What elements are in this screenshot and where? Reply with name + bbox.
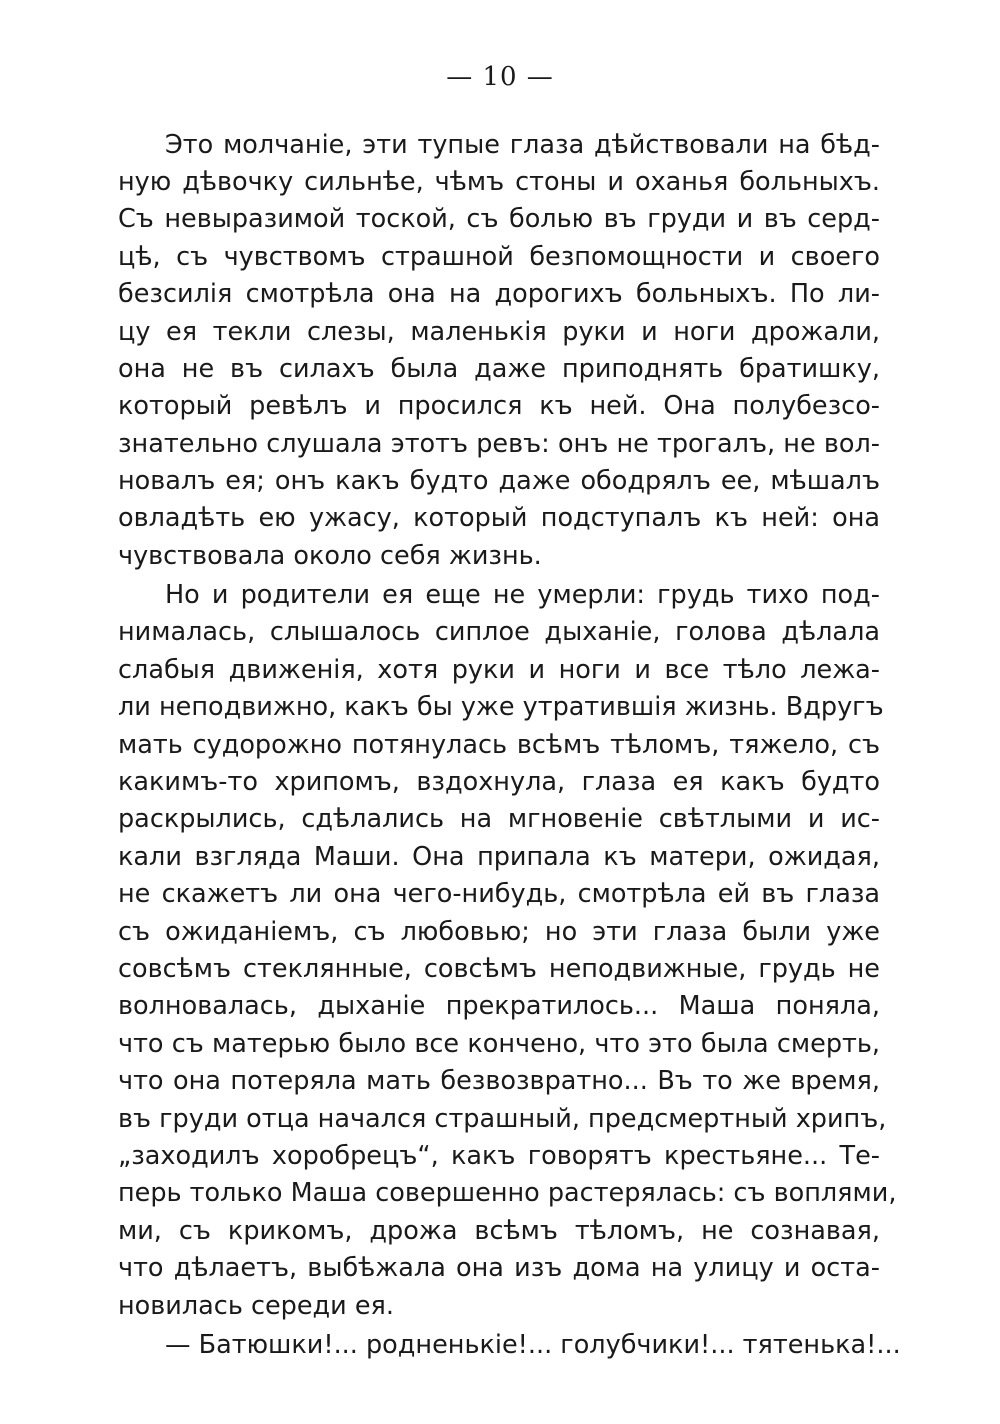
text-line: Съ невыразимой тоской, съ болью въ груди и въ серд- [118,204,880,234]
text-line: не скажетъ ли она чего-нибудь, смотрѣла ей въ глаза [118,879,880,909]
text-line: чувствовала около себя жизнь. [118,541,542,571]
text-line: нималась, слышалось сиплое дыханіе, голова дѣлала [118,617,880,647]
text-line: овладѣть ею ужасу, который подступалъ къ ней: она [118,503,880,533]
text-line: Это молчаніе, эти тупые глаза дѣйствовали на бѣд- [165,130,880,160]
text-line: ную дѣвочку сильнѣе, чѣмъ стоны и оханья больныхъ. [118,167,880,197]
text-line: кали взгляда Маши. Она припала къ матери, ожидая, [118,842,880,872]
text-line: она не въ силахъ была даже приподнять братишку, [118,354,880,384]
text-line: совсѣмъ стеклянные, совсѣмъ неподвижные, грудь не [118,954,880,984]
text-line: новилась середи ея. [118,1291,394,1321]
text-line: ми, съ крикомъ, дрожа всѣмъ тѣломъ, не сознавая, [118,1216,880,1246]
text-line: что съ матерью было все кончено, что это была смерть, [118,1029,880,1059]
text-line: цѣ, съ чувствомъ страшной безпомощности и своего [118,242,880,272]
text-line: слабыя движенія, хотя руки и ноги и все тѣло лежа- [118,655,880,685]
text-line: цу ея текли слезы, маленькія руки и ноги дрожали, [118,317,880,347]
text-line: новалъ ея; онъ какъ будто даже ободрялъ ее, мѣшалъ [118,466,880,496]
text-line: мать судорожно потянулась всѣмъ тѣломъ, тяжело, съ [118,730,880,760]
text-line: „заходилъ хоробрецъ“, какъ говорятъ крестьяне... Те- [118,1141,880,1171]
text-line: какимъ-то хрипомъ, вздохнула, глаза ея какъ будто [118,767,880,797]
text-line: безсилія смотрѣла она на дорогихъ больныхъ. По ли- [118,279,880,309]
text-line: съ ожиданіемъ, съ любовью; но эти глаза были уже [118,917,880,947]
text-line: — Батюшки!... родненькіе!... голубчики!... тятенька!... [165,1330,901,1360]
text-line: ли неподвижно, какъ бы уже утратившія жизнь. Вдругъ [118,692,884,722]
text-line: перь только Маша совершенно растерялась: съ воплями, [118,1178,897,1208]
text-line: волновалась, дыханіе прекратилось... Маша поняла, [118,991,880,1021]
text-line: Но и родители ея еще не умерли: грудь тихо под- [165,580,880,610]
page-number: — 10 — [446,62,554,92]
text-line: знательно слушала этотъ ревъ: онъ не трогалъ, не вол- [118,429,880,459]
text-line: въ груди отца начался страшный, предсмертный хрипъ, [118,1104,887,1134]
text-line: раскрылись, сдѣлались на мгновеніе свѣтлыми и ис- [118,804,880,834]
text-line: что она потеряла мать безвозвратно... Въ то же время, [118,1066,880,1096]
text-line: что дѣлаетъ, выбѣжала она изъ дома на улицу и оста- [118,1253,880,1283]
text-line: который ревѣлъ и просился къ ней. Она полубезсо- [118,391,880,421]
